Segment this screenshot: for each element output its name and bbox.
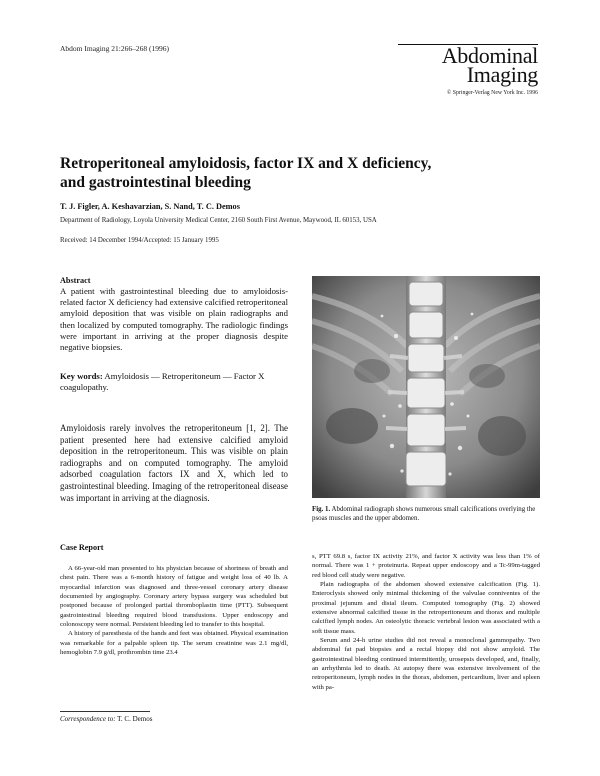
correspondence-name: T. C. Demos — [117, 715, 153, 723]
case-paragraph-5: Serum and 24-h urine studies did not reveal a monoclonal gammopathy. Two abdominal fat pad biopsies and a rectal biopsy did not show amyloid. The gastrointestinal bleeding continued intermittently, urosepsis developed, and, finally, an arrhythmia led to death. At autopsy there was extensive involvement of the retroperitoneum, lymph nodes in the thorax, abdomen, pericardium, liver and spleen with pa- — [312, 637, 540, 691]
radiograph-image — [312, 276, 540, 498]
received-dates: Received: 14 December 1994/Accepted: 15 January 1995 — [60, 237, 219, 244]
journal-name-line2: Imaging — [466, 62, 538, 87]
keywords-section — [60, 371, 288, 393]
journal-name-line1: Abdominal — [441, 43, 538, 68]
keywords-text: Amyloidosis — Retroperitoneum — Factor X coagulopathy. — [60, 371, 265, 393]
case-paragraph-4: Plain radiographs of the abdomen showed extensive calcification (Fig. 1). Enteroclysis showed only minimal thickening of the valvulae conniventes of the proximal jejunum and distal ileum. Computed tomography (Fig. 2) showed extensive abnormal calcified tissue in the retroperitoneum and thorax and multiple calcified lymph nodes. An osteolytic thoracic vertebral lesion was associated with a soft tissue mass. — [312, 581, 540, 635]
case-paragraph-1: A 66-year-old man presented to his physician because of shortness of breath and chest pain. There was a 6-month history of fatigue and weight loss of 40 lb. A myocardial infarction was diagnosed and three-vessel coronary artery disease documented by angiography. Coronary artery bypass surgery was scheduled but postponed because of prolonged partial thromboplastin time (PTT). Subsequent gastrointestinal bleeding required blood transfusions. Upper endoscopy and colonoscopy were normal. Persistent bleeding led to transfer to this hospital. — [60, 565, 288, 629]
case-report-heading: Case Report — [60, 543, 104, 552]
affiliation: Department of Radiology, Loyola University Medical Center, 2160 South First Avenue, Maywood, IL 60153, USA — [60, 217, 377, 224]
publisher-line: © Springer-Verlag New York Inc. 1996 — [446, 90, 538, 96]
abstract-text: A patient with gastrointestinal bleeding due to amyloidosis-related factor X deficiency had extensive calcified retroperitoneal amyloid deposition that was visible on plain radiographs and then localized by computed tomography. The radiologic findings were important in arriving at the proper diagnosis despite negative biopsies. — [60, 286, 288, 353]
journal-citation: Abdom Imaging 21:266–268 (1996) — [60, 44, 169, 53]
figure-caption-text: Abdominal radiograph shows numerous small calcifications overlying the psoas muscles and the upper abdomen. — [312, 506, 536, 523]
abstract-section — [60, 276, 288, 353]
case-paragraph-3: s, PTT 69.8 s, factor IX activity 21%, and factor X activity was less than 1% of normal. There was 1 + proteinuria. Repeat upper endoscopy and a Tc-99m-tagged red blood cell study were negative. — [312, 553, 540, 579]
article-title-line1: Retroperitoneal amyloidosis, factor IX and X deficiency, — [60, 155, 432, 172]
case-paragraph-2: A history of paresthesia of the hands and feet was obtained. Physical examination was remarkable for a palpable spleen tip. The serum creatinine was 2.1 mg/dl, hemoglobin 7.9 g/dl, prothrombin time 23.4 — [60, 630, 288, 657]
correspondence-label: Correspondence to: — [60, 715, 116, 723]
article-title — [60, 154, 540, 192]
article-title-line2: and gastrointestinal bleeding — [60, 174, 251, 191]
figure-caption — [312, 505, 540, 524]
author-list: T. J. Figler, A. Keshavarzian, S. Nand, T. C. Demos — [60, 202, 240, 211]
radiograph-figure — [312, 276, 540, 498]
abstract-heading: Abstract — [60, 276, 91, 285]
correspondence-note — [60, 715, 152, 723]
intro-paragraph: Amyloidosis rarely involves the retroperitoneum [1, 2]. The patient presented here had extensive calcified amyloid deposition in the retroperitoneum. This was visible on plain radiographs and on computed tomography. The amyloid adsorbed coagulation factors IX and X, which led to gastrointestinal bleeding. Imaging of the retroperitoneal disease was important in arriving at the diagnosis. — [60, 423, 288, 503]
keywords-label: Key words: — [60, 371, 103, 381]
figure-label: Fig. 1. — [312, 506, 331, 513]
case-report-right-column — [312, 552, 540, 692]
case-report-left-column — [60, 564, 288, 657]
footnote-rule — [60, 711, 150, 712]
journal-logo — [398, 44, 538, 96]
